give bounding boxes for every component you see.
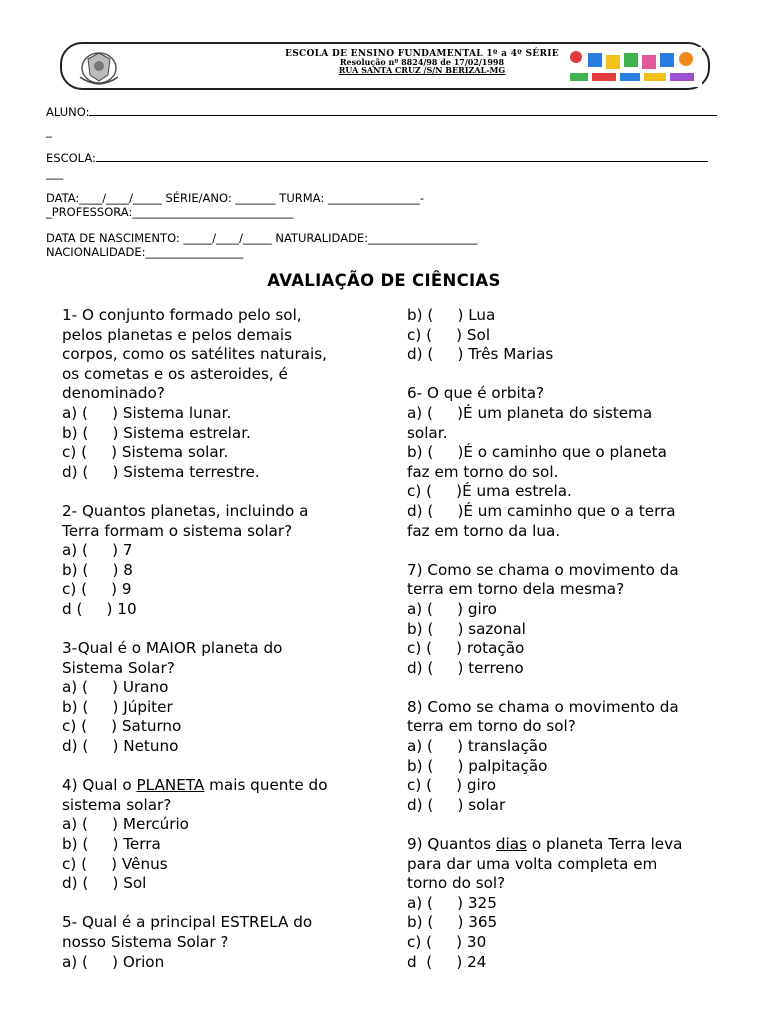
escola-row [46, 150, 708, 165]
answer-option-a[interactable]: a) ( ) Mercúrio [62, 815, 189, 834]
answer-option-b[interactable]: b) ( )É o caminho que o planeta [407, 443, 667, 462]
answer-option-d-cont: faz em torno da lua. [407, 521, 561, 540]
answer-option-c[interactable]: c) ( ) 9 [62, 580, 132, 599]
answer-option-c[interactable]: c) ( ) Sistema solar. [62, 443, 229, 462]
question-line: Terra formam o sistema solar? [62, 521, 293, 540]
answer-option-c[interactable]: c) ( )É uma estrela. [407, 482, 572, 501]
question-line: 1- O conjunto formado pelo sol, [62, 306, 302, 324]
answer-option-d[interactable]: d) ( ) Sol [62, 874, 147, 893]
question-3 [62, 639, 382, 757]
answer-option-a[interactable]: a) ( ) 325 [407, 893, 497, 912]
underlined-word: dias [495, 835, 528, 854]
escola-cont: ___ [46, 166, 64, 180]
answer-option-a[interactable]: a) ( )É um planeta do sistema [407, 403, 653, 422]
answer-option-c[interactable]: c) ( ) Sol [407, 325, 491, 344]
answer-option-b[interactable]: b) ( ) Sistema estrelar. [62, 423, 251, 442]
question-9 [407, 835, 737, 972]
answer-option-b-cont: faz em torno do sol. [407, 462, 559, 481]
answer-option-d[interactable]: d) ( ) Netuno [62, 737, 179, 756]
answer-option-c[interactable]: c) ( ) Saturno [62, 717, 182, 736]
questions-right-column [407, 306, 737, 992]
question-4 [62, 776, 382, 894]
question-line: Sistema Solar? [62, 658, 175, 677]
question-8 [407, 698, 737, 816]
question-line: terra em torno dela mesma? [407, 580, 625, 599]
question-line: pelos planetas e pelos demais [62, 325, 293, 344]
question-7 [407, 561, 737, 679]
answer-option-a[interactable]: a) ( ) giro [407, 599, 497, 618]
answer-option-c[interactable]: c) ( ) 30 [407, 933, 487, 951]
question-text: 9) Quantos [407, 835, 496, 854]
nascimento-row: DATA DE NASCIMENTO: _____/____/_____ NATURALIDADE:___________________ [46, 231, 478, 245]
answer-option-a[interactable]: a) ( ) Sistema lunar. [62, 403, 232, 422]
answer-option-c[interactable]: c) ( ) rotação [407, 639, 525, 658]
question-line: nosso Sistema Solar ? [62, 933, 229, 951]
question-5-continued [407, 306, 737, 365]
answer-option-b[interactable]: b) ( ) Júpiter [62, 697, 173, 716]
answer-option-b[interactable]: b) ( ) Terra [62, 835, 161, 854]
school-resolution: Resolução nº 8824/98 de 17/02/1998 [339, 57, 505, 67]
question-line: os cometas e os asteroides, é [62, 364, 288, 383]
answer-option-d[interactable]: d) ( ) solar [407, 795, 506, 814]
question-line: sistema solar? [62, 795, 172, 814]
answer-option-d[interactable]: d) ( )É um caminho que o a terra [407, 501, 676, 520]
school-name: ESCOLA DE ENSINO FUNDAMENTAL 1º a 4º SÉRIE [285, 49, 559, 59]
question-line: denominado? [62, 384, 165, 403]
aluno-row [46, 104, 717, 119]
aluno-cont: _ [46, 124, 52, 138]
nacionalidade-row: NACIONALIDADE:_________________ [46, 245, 244, 259]
answer-option-b[interactable]: b) ( ) Lua [407, 306, 496, 324]
answer-option-a-cont: solar. [407, 423, 448, 442]
page-title: AVALIAÇÃO DE CIÊNCIAS [267, 271, 501, 290]
answer-option-a[interactable]: a) ( ) Urano [62, 678, 169, 697]
question-2 [62, 502, 382, 620]
answer-option-b[interactable]: b) ( ) 8 [62, 560, 133, 579]
question-line: torno do sol? [407, 874, 506, 893]
answer-option-d[interactable]: d ( ) 24 [407, 952, 487, 971]
question-line: 6- O que é orbita? [407, 384, 545, 403]
professora-row: _PROFESSORA:____________________________ [46, 205, 294, 219]
question-text: 4) Qual o [62, 776, 137, 795]
question-line: terra em torno do sol? [407, 717, 576, 736]
question-line [62, 776, 382, 796]
answer-option-b[interactable]: b) ( ) palpitação [407, 756, 548, 775]
colorful-logo-image [562, 47, 702, 87]
answer-option-a[interactable]: a) ( ) Orion [62, 952, 165, 971]
question-line: 7) Como se chama o movimento da [407, 560, 679, 579]
question-line: 5- Qual é a principal ESTRELA do [62, 913, 313, 932]
escola-label: ESCOLA: [46, 151, 96, 165]
question-line [407, 835, 737, 855]
question-text: o planeta Terra leva [527, 835, 683, 854]
answer-option-b[interactable]: b) ( ) 365 [407, 913, 498, 932]
answer-option-d[interactable]: d ( ) 10 [62, 599, 137, 618]
question-line: 3-Qual é o MAIOR planeta do [62, 639, 283, 658]
question-text: mais quente do [204, 776, 328, 795]
answer-option-c[interactable]: c) ( ) Vênus [62, 854, 168, 873]
aluno-label: ALUNO: [46, 105, 90, 119]
answer-option-c[interactable]: c) ( ) giro [407, 776, 496, 795]
data-row: DATA:____/____/_____ SÉRIE/ANO: _______ TURMA: ________________- [46, 191, 424, 205]
answer-option-d[interactable]: d) ( ) Sistema terrestre. [62, 462, 260, 481]
answer-option-d[interactable]: d) ( ) Três Marias [407, 345, 554, 364]
question-line: 8) Como se chama o movimento da [407, 697, 679, 716]
aluno-field[interactable] [89, 104, 717, 116]
questions-left-column [62, 306, 382, 992]
answer-option-d[interactable]: d) ( ) terreno [407, 658, 524, 677]
answer-option-a[interactable]: a) ( ) translação [407, 737, 548, 756]
escola-field[interactable] [96, 150, 708, 162]
question-line: para dar uma volta completa em [407, 854, 658, 873]
underlined-word: PLANETA [136, 776, 205, 795]
question-6 [407, 384, 737, 541]
state-crest-icon [74, 47, 124, 87]
answer-option-b[interactable]: b) ( ) sazonal [407, 619, 526, 638]
answer-option-a[interactable]: a) ( ) 7 [62, 541, 133, 560]
question-1 [62, 306, 382, 482]
school-address: RUA SANTA CRUZ /S/N BERIZAL-MG [338, 65, 506, 75]
question-line: 2- Quantos planetas, incluindo a [62, 501, 309, 520]
school-header [60, 42, 710, 90]
question-line: corpos, como os satélites naturais, [62, 345, 327, 364]
question-5 [62, 913, 382, 972]
